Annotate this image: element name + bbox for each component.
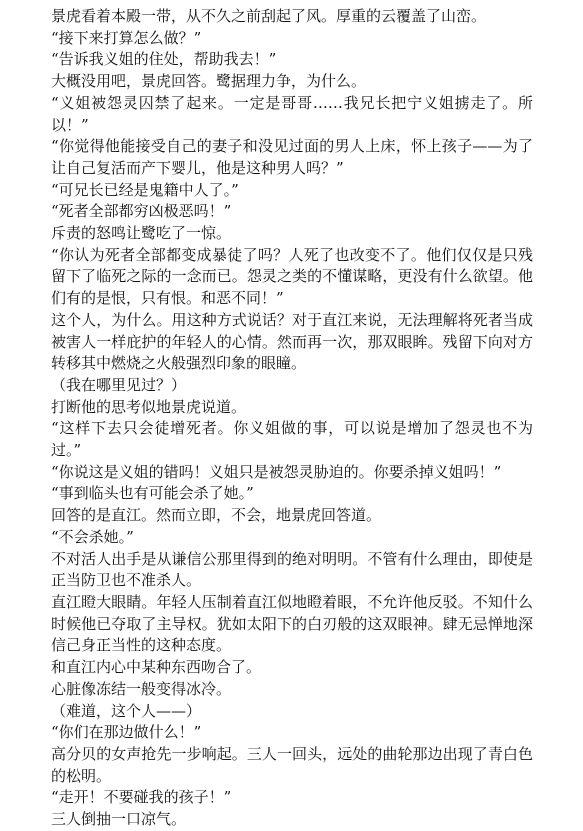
paragraph: “这样下去只会徒增死者。你义姐做的事，可以说是增加了怨灵也不为过。”	[51, 419, 533, 460]
paragraph: 景虎看着本殿一带，从不久之前刮起了风。厚重的云覆盖了山峦。	[51, 7, 487, 25]
paragraph: “接下来打算怎么做？”	[51, 28, 202, 47]
paragraph: （难道，这个人——）	[51, 701, 202, 720]
paragraph: “事到临头也有可能会杀了她。”	[51, 484, 254, 503]
paragraph: 回答的是直江。然而立即，不会，地景虎回答道。	[51, 506, 382, 525]
paragraph: “你认为死者全部都变成暴徒了吗？人死了也改变不了。他们仅仅是只残留下了临死之际的一念而已。怨灵之类的不懂谋略，更没有什么欲望。他们有的是恨，只有恨。和恶不同！”	[51, 245, 533, 308]
paragraph: 三人倒抽一口凉气。	[51, 810, 187, 829]
paragraph: “走开！不要碰我的孩子！”	[51, 788, 232, 807]
document-page	[51, 6, 533, 831]
paragraph: “不会杀她。”	[51, 527, 134, 546]
paragraph: “告诉我义姐的住处，帮助我去！”	[51, 50, 277, 69]
paragraph: “死者全部都穷凶极恶吗！”	[51, 202, 232, 221]
paragraph: “你说这是义姐的错吗！义姐只是被怨灵胁迫的。你要杀掉义姐吗！”	[51, 462, 502, 481]
paragraph: “可兄长已经是鬼籍中人了。”	[51, 180, 239, 199]
paragraph: 打断他的思考似地景虎说道。	[51, 397, 247, 416]
paragraph: 大概没用吧，景虎回答。鹭据理力争，为什么。	[51, 72, 367, 91]
paragraph: “义姐被怨灵囚禁了起来。一定是哥哥……我兄长把宁义姐掳走了。所以！”	[51, 93, 533, 134]
paragraph: 高分贝的女声抢先一步响起。三人一回头，远处的曲轮那边出现了青白色的松明。	[51, 744, 533, 785]
paragraph: 和直江内心中某种东西吻合了。	[51, 658, 262, 677]
paragraph: 心脏像冻结一般变得冰冷。	[51, 679, 232, 698]
paragraph: “你们在那边做什么！”	[51, 723, 202, 742]
paragraph: “你觉得他能接受自己的妻子和没见过面的男人上床，怀上孩子——为了让自己复活而产下婴儿，他是这种男人吗？”	[51, 137, 533, 177]
paragraph: 斥责的怒鸣让鹭吃了一惊。	[51, 224, 232, 243]
paragraph: 这个人，为什么。用这种方式说话？对于直江来说，无法理解将死者当成被害人一样庇护的年轻人的心情。然而再一次，那双眼眸。残留下向对方转移其中燃烧之火般强烈印象的眼瞳。	[51, 310, 533, 373]
paragraph: 直江瞪大眼睛。年轻人压制着直江似地瞪着眼，不允许他反驳。不知什么时候他已夺取了主导权。犹如太阳下的白刃般的这双眼神。肆无忌惮地深信己身正当性的这种态度。	[51, 592, 533, 655]
paragraph: （我在哪里见过？）	[51, 375, 187, 394]
paragraph: 不对活人出手是从谦信公那里得到的绝对明明。不管有什么理由，即使是正当防卫也不准杀人。	[51, 549, 533, 590]
